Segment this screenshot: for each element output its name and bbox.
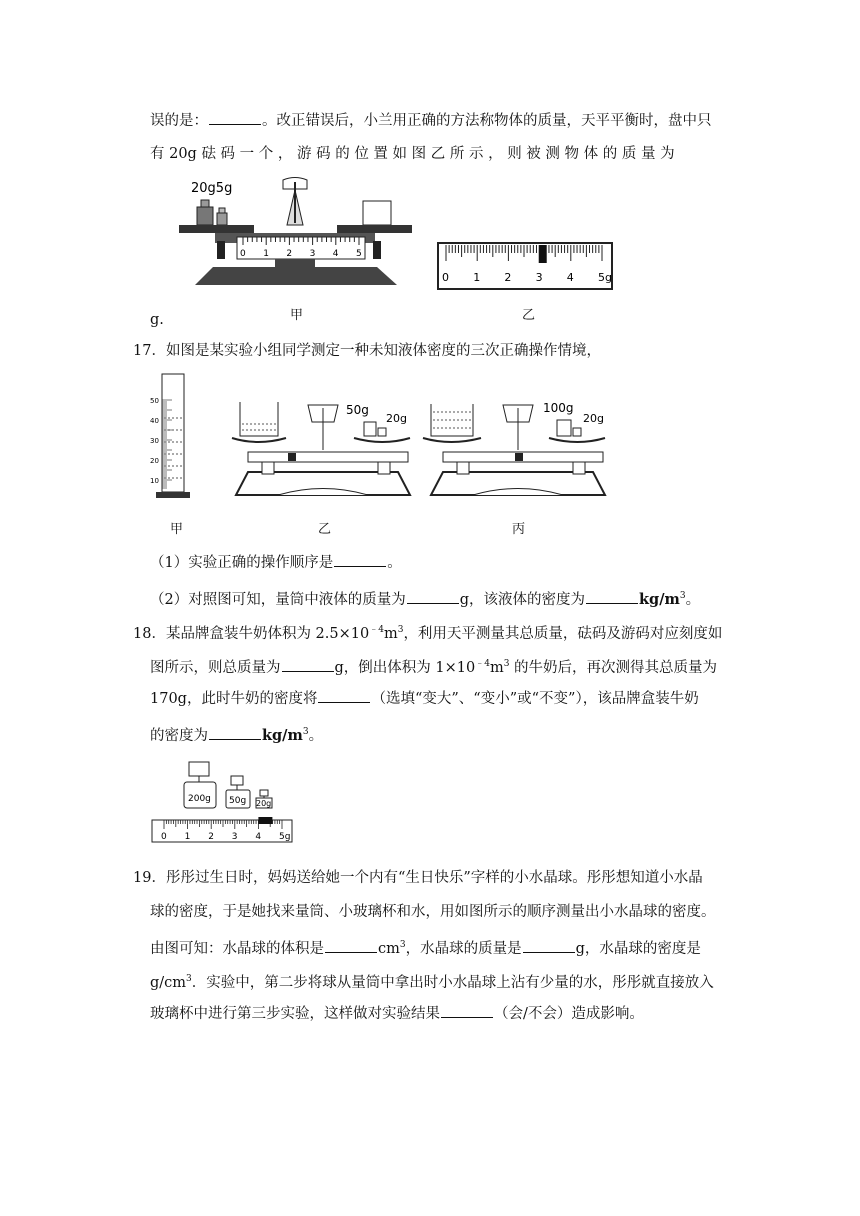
- q19-text: ，水晶球的质量是: [405, 940, 522, 957]
- q18-text: ，利用天平测量其总质量，砝码及游码对应刻度如: [403, 625, 723, 642]
- q19-text: cm: [378, 940, 400, 957]
- superscript: 3: [503, 659, 510, 669]
- q16-text: g.: [150, 312, 164, 328]
- weight-label-20g: 20g: [583, 412, 604, 425]
- answer-blank[interactable]: [318, 688, 370, 703]
- answer-blank[interactable]: [209, 110, 261, 125]
- weight-5g: [217, 213, 227, 225]
- caption-jia-17: 甲: [170, 522, 184, 537]
- rider: [258, 817, 272, 824]
- ruler-tick-label: 1: [184, 832, 191, 842]
- weight-label-50g: 50g: [229, 796, 247, 806]
- beam-tick-label: 2: [286, 249, 293, 259]
- caption-yi-17: 乙: [318, 522, 332, 537]
- cylinder-tick-label: 40: [150, 417, 159, 425]
- ruler-tick-label: 3: [231, 832, 238, 842]
- beam-tick-label: 4: [332, 249, 339, 259]
- weight-label-100g: 100g: [543, 401, 574, 415]
- weight-label-50g: 50g: [346, 403, 369, 417]
- weight-label-200g: 200g: [188, 794, 211, 804]
- q16-text: 。改正错误后，小兰用正确的方法称物体的质量，天平平衡时，盘中只: [262, 113, 712, 129]
- q16-line1: [150, 110, 712, 131]
- q19-text: 19．彤彤过生日时，妈妈送给她一个内有“生日快乐”字样的小水晶球。彤彤想知道小水晶: [133, 870, 703, 886]
- q18-line3: [150, 688, 699, 709]
- ruler-tick-label: 5g: [279, 832, 291, 842]
- beam-tick-label: 3: [309, 249, 316, 259]
- q19-line5: [150, 1003, 644, 1024]
- cylinder-tick-label: 50: [150, 397, 159, 405]
- q18-text: 图所示，则总质量为: [150, 659, 281, 676]
- q16-line2: [150, 144, 675, 164]
- q19-line4: [150, 969, 714, 993]
- q17-line1: [133, 341, 601, 361]
- q17-sub2-end: 。: [685, 591, 701, 608]
- q17-sub1-text: （1）实验正确的操作顺序是: [150, 555, 334, 571]
- weight-label-20g: 20g: [256, 799, 272, 808]
- q19-text: ．实验中，第二步将球从量筒中拿出时小水晶球上沾有少量的水，彤彤就直接放入: [191, 974, 714, 991]
- q17-sub1: [150, 552, 402, 573]
- q18-text: 的密度为: [150, 727, 208, 744]
- q18-line1: [133, 620, 722, 644]
- weight-label-20g: 20g: [386, 412, 407, 425]
- q16-text: 误的是：: [150, 113, 208, 129]
- q17-sub1-end: 。: [387, 555, 402, 571]
- caption-jia: 甲: [290, 308, 304, 323]
- superscript: ﹣4: [369, 625, 384, 635]
- q19-text: g，水晶球的密度是: [575, 940, 701, 957]
- q19-line2: [150, 902, 716, 922]
- rider: [539, 245, 547, 263]
- balance-figure: [175, 175, 415, 300]
- left-pan: [179, 225, 254, 233]
- q17-sub2: [150, 586, 700, 610]
- q19-text: 玻璃杯中进行第三步实验，这样做对实验结果: [150, 1006, 440, 1022]
- beam-tick-label: 5: [356, 249, 362, 259]
- beam-tick-label: 1: [263, 249, 269, 259]
- superscript: 3: [679, 591, 686, 601]
- ruler-tick-label: 2: [208, 832, 214, 842]
- caption-yi: 乙: [522, 308, 536, 323]
- cylinder-tick-label: 20: [150, 457, 159, 465]
- q17-sub2-text: g，该液体的密度为: [459, 591, 586, 608]
- unit-text: kg/m: [262, 726, 303, 744]
- q18-text: m: [489, 659, 504, 676]
- caption-bing-17: 丙: [512, 522, 526, 537]
- ruler-figure: [438, 243, 613, 293]
- superscript: 3: [186, 974, 192, 984]
- ruler-tick-label: 4: [566, 271, 574, 284]
- q17-text: 17．如图是某实验小组同学测定一种未知液体密度的三次正确操作情境，: [133, 343, 601, 359]
- superscript: 3: [302, 727, 309, 737]
- weights-label: 20g5g: [191, 181, 233, 196]
- weight-20g: [197, 207, 213, 225]
- answer-blank[interactable]: [282, 657, 334, 672]
- q19-line1: [133, 868, 703, 888]
- answer-blank[interactable]: [334, 552, 386, 567]
- ruler-tick-label: 0: [161, 832, 167, 842]
- ruler-tick-label: 3: [535, 271, 543, 284]
- q18-text: 。: [308, 727, 324, 744]
- ruler-tick-label: 2: [504, 271, 512, 284]
- q18-text: g，倒出体积为 1×10: [334, 659, 476, 676]
- q19-text: 由图可知：水晶球的体积是: [150, 940, 324, 957]
- q18-text: 的牛奶后，再次测得其总质量为: [509, 659, 718, 676]
- q18-text: 18．某品牌盒装牛奶体积为 2.5×10: [133, 625, 370, 642]
- q19-text: （会/不会）造成影响。: [494, 1006, 644, 1022]
- q19-text: g/cm: [150, 974, 187, 991]
- cylinder-tick-label: 30: [150, 437, 159, 445]
- answer-blank[interactable]: [407, 589, 459, 604]
- ruler-tick-label: 5g: [598, 271, 612, 284]
- q19-text: 球的密度，于是她找来量筒、小玻璃杯和水，用如图所示的顺序测量出小水晶球的密度。: [150, 904, 716, 920]
- balance-base: [195, 267, 397, 285]
- answer-blank[interactable]: [586, 589, 638, 604]
- superscript: 3: [399, 940, 406, 950]
- ruler-tick-label: 0: [442, 271, 449, 284]
- answer-blank[interactable]: [441, 1003, 493, 1018]
- cylinder-tick-label: 10: [150, 477, 159, 485]
- superscript: ﹣4: [475, 659, 490, 669]
- balance-yi: [228, 400, 418, 515]
- answer-blank[interactable]: [325, 938, 377, 953]
- q18-weights-figure: [152, 760, 297, 855]
- right-pan: [337, 225, 412, 233]
- q18-line4: [150, 722, 323, 746]
- beam-scale: [237, 237, 365, 259]
- answer-blank[interactable]: [209, 725, 261, 740]
- superscript: 3: [397, 625, 404, 635]
- beam-tick-label: 0: [240, 249, 246, 259]
- unit-text: kg/m: [639, 590, 680, 608]
- ruler-tick-label: 1: [473, 271, 481, 284]
- q16-text: 有 20g 砝 码 一 个 ， 游 码 的 位 置 如 图 乙 所 示 ， 则 被 测 物 体 的 质 量 为: [150, 146, 675, 162]
- q18-line2: [150, 654, 717, 678]
- graduated-cylinder: [150, 370, 190, 515]
- q16-line3: [150, 310, 164, 330]
- ruler-tick-label: 4: [255, 832, 262, 842]
- q18-text: 170g，此时牛奶的密度将: [150, 691, 318, 707]
- balance-bing: [423, 400, 613, 515]
- q17-sub2-text: （2）对照图可知，量筒中液体的质量为: [150, 591, 406, 608]
- q18-text: （选填“变大”、“变小”或“不变”），该品牌盒装牛奶: [371, 691, 699, 707]
- q19-line3: [150, 935, 701, 959]
- answer-blank[interactable]: [523, 938, 575, 953]
- q18-text: m: [383, 625, 398, 642]
